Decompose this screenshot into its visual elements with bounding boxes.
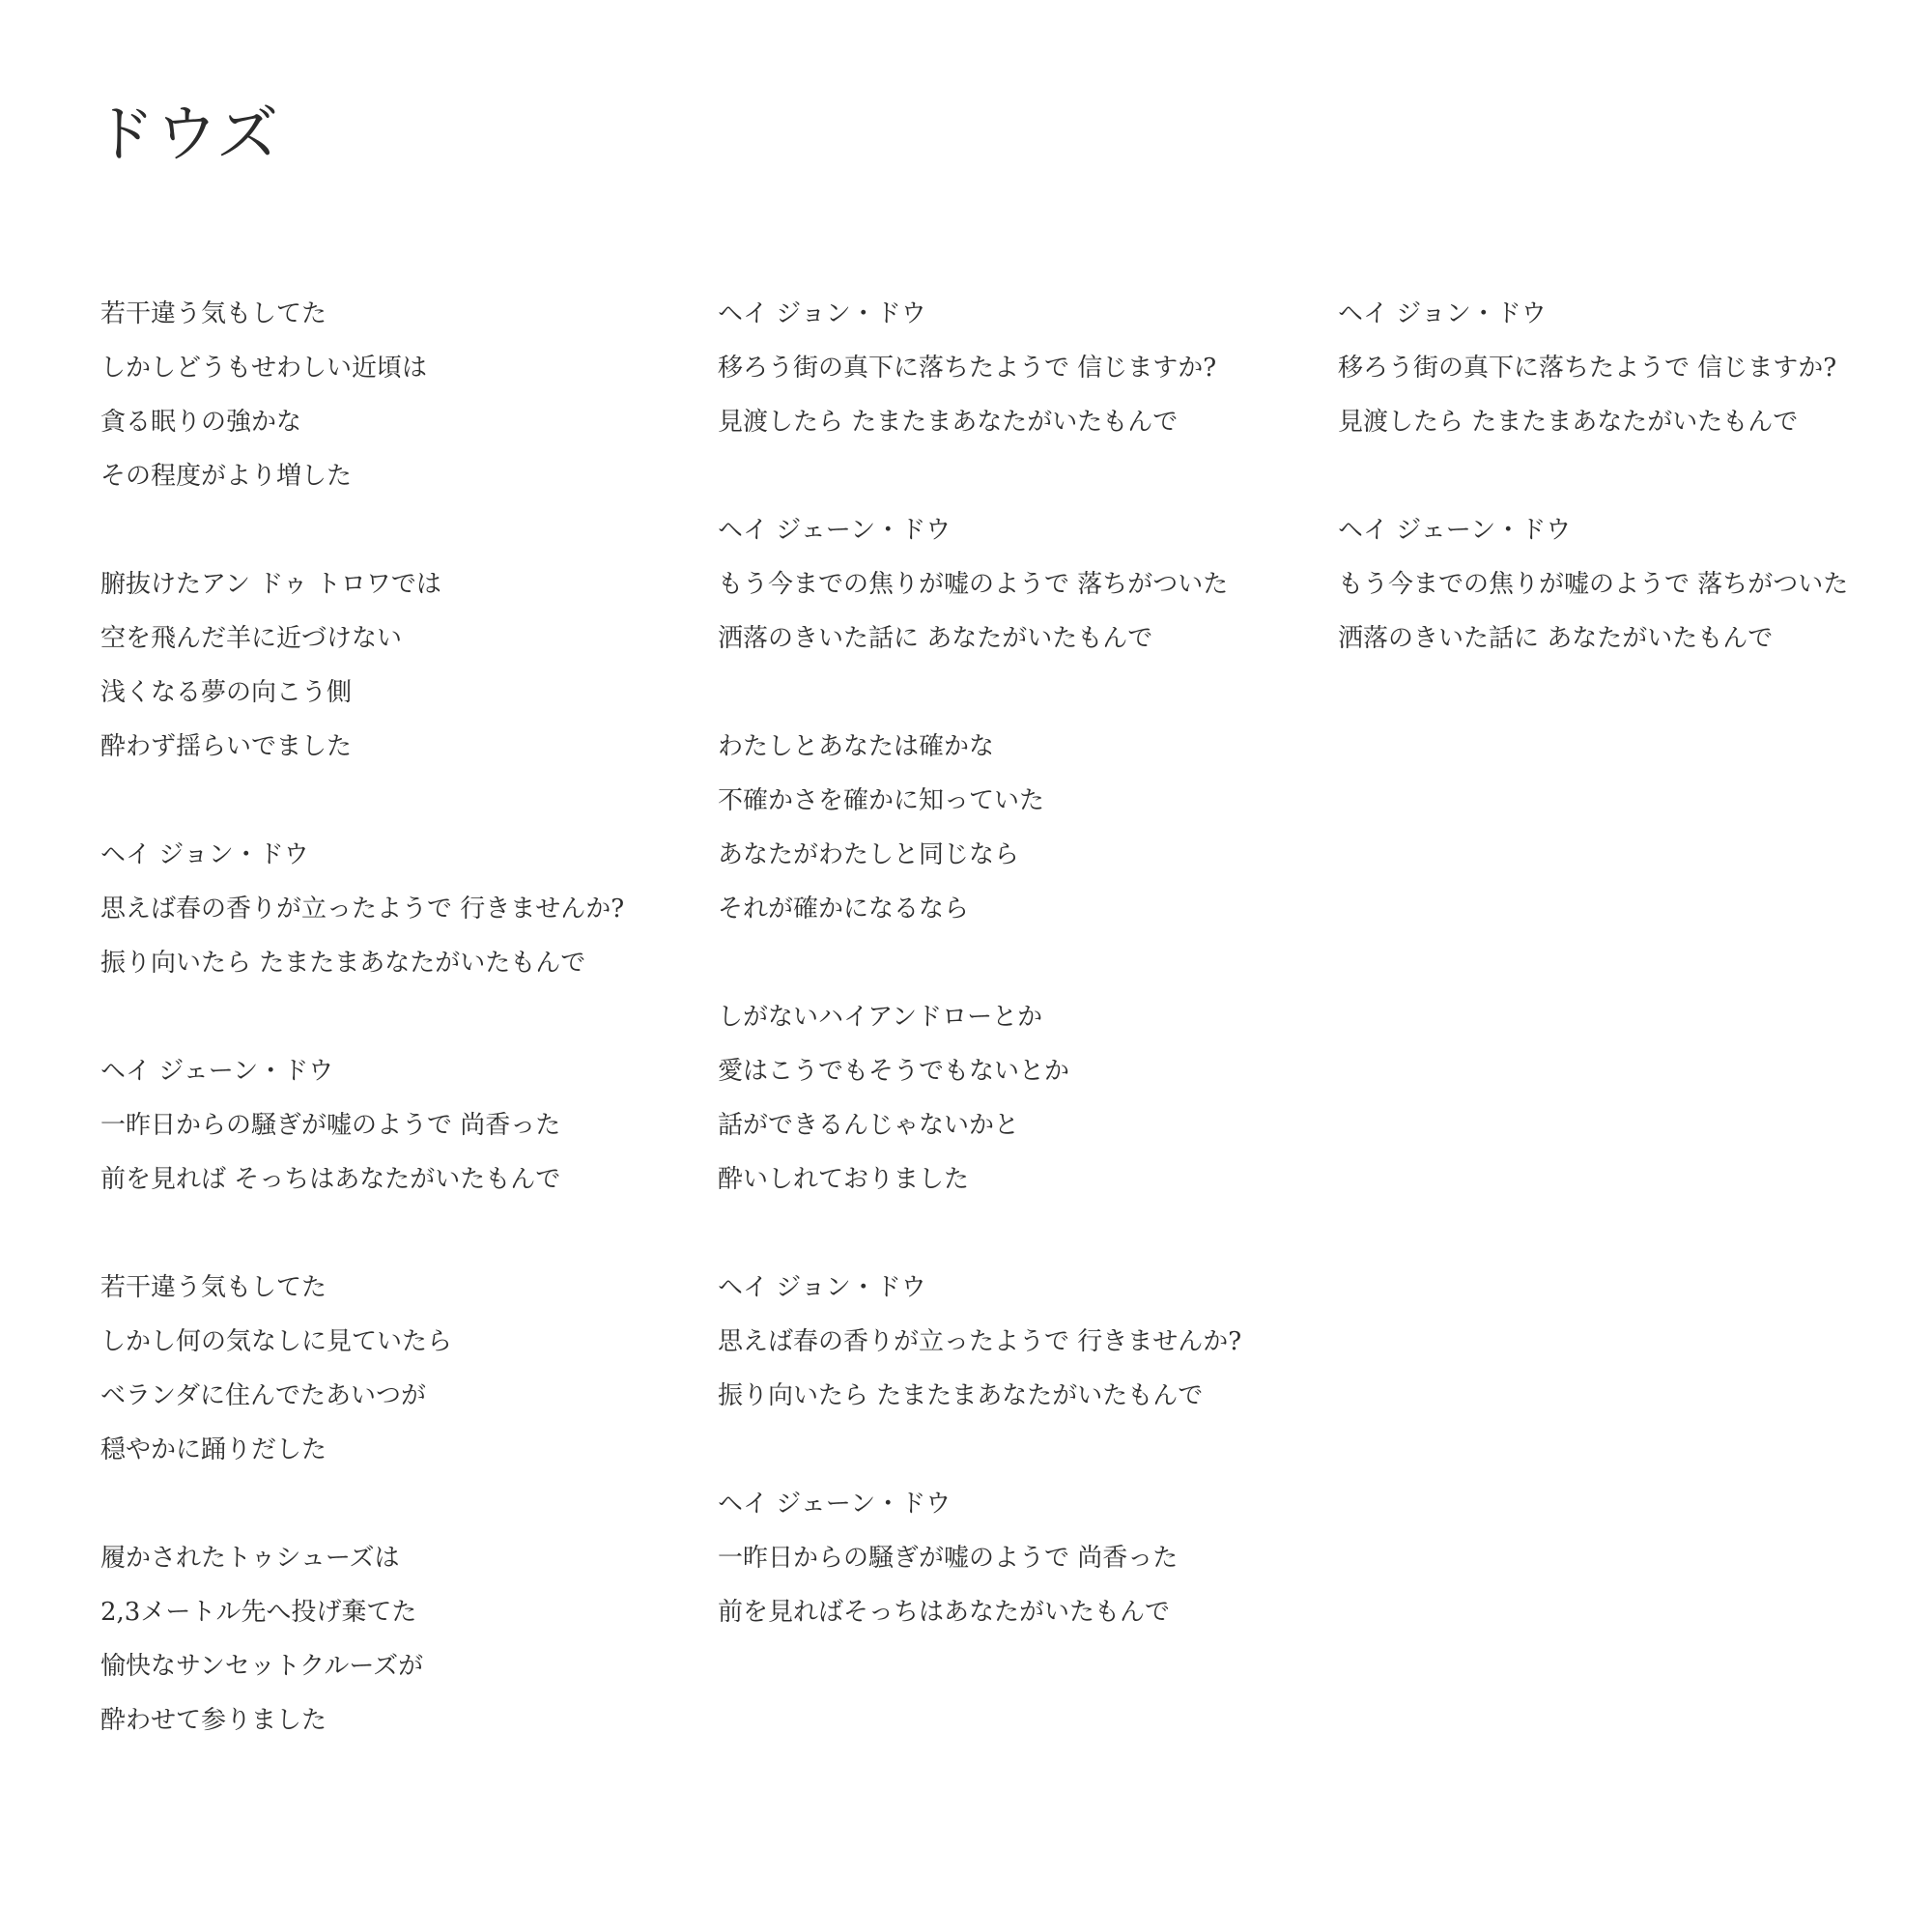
lyric-line: しかし何の気なしに見ていたら (100, 1327, 453, 1356)
lyric-line: ヘイ ジョン・ドウ (718, 1273, 926, 1302)
lyrics-column-1 (100, 296, 680, 1810)
lyric-line: 見渡したら たまたまあなたがいたもんで (718, 408, 1179, 437)
lyrics-stanza (100, 837, 680, 999)
lyrics-stanza (1338, 512, 1918, 674)
lyric-line: ヘイ ジョン・ドウ (718, 299, 926, 328)
lyrics-stanza (1338, 296, 1918, 458)
lyric-line: 空を飛んだ羊に近づけない (100, 624, 403, 653)
lyric-line: 2,3メートル先へ投げ棄てた (100, 1598, 417, 1627)
lyric-line: 浅くなる夢の向こう側 (100, 678, 353, 707)
lyric-line: 貪る眠りの強かな (100, 408, 302, 437)
lyric-line: 酔わず揺らいでました (100, 732, 353, 761)
lyrics-stanza (100, 1269, 680, 1486)
lyrics-stanza (100, 296, 680, 512)
lyrics-stanza (100, 1053, 680, 1215)
lyric-line: 酔いしれておりました (718, 1165, 970, 1194)
lyric-line: 一昨日からの騒ぎが嘘のようで 尚香った (718, 1544, 1179, 1573)
lyric-line: ヘイ ジェーン・ドウ (1338, 516, 1572, 545)
lyric-line: あなたがわたしと同じなら (718, 840, 1020, 869)
lyrics-stanza (100, 1540, 680, 1756)
lyric-line: わたしとあなたは確かな (718, 732, 995, 761)
lyric-line: 振り向いたら たまたまあなたがいたもんで (718, 1381, 1204, 1410)
lyrics-column-2 (718, 296, 1297, 1702)
lyric-line: 若干違う気もしてた (100, 299, 327, 328)
lyric-line: 移ろう街の真下に落ちたようで 信じますか? (1338, 354, 1837, 383)
lyric-line: ヘイ ジョン・ドウ (100, 840, 309, 869)
lyric-line: 穏やかに踊りだした (100, 1435, 327, 1464)
lyric-line: 見渡したら たまたまあなたがいたもんで (1338, 408, 1799, 437)
lyric-line: しかしどうもせわしい近頃は (100, 354, 428, 383)
lyric-line: 腑抜けたアン ドゥ トロワでは (100, 570, 441, 599)
lyric-line: 思えば春の香りが立ったようで 行きませんか? (100, 895, 625, 923)
lyric-line: もう今までの焦りが嘘のようで 落ちがついた (1338, 570, 1849, 599)
lyrics-stanza (718, 512, 1297, 674)
lyric-line: 前を見ればそっちはあなたがいたもんで (718, 1598, 1171, 1627)
lyric-line: 不確かさを確かに知っていた (718, 786, 1045, 815)
lyrics-stanza (718, 999, 1297, 1215)
lyrics-stanza (718, 1486, 1297, 1648)
page-title: ドウズ (93, 99, 280, 171)
lyric-line: 愉快なサンセットクルーズが (100, 1652, 424, 1681)
lyric-line: 振り向いたら たまたまあなたがいたもんで (100, 949, 586, 978)
lyric-line: その程度がより増した (100, 462, 353, 491)
lyric-line: ベランダに住んでたあいつが (100, 1381, 426, 1410)
lyric-line: 話ができるんじゃないかと (718, 1111, 1020, 1140)
lyrics-stanza (100, 566, 680, 782)
lyric-line: 前を見れば そっちはあなたがいたもんで (100, 1165, 561, 1194)
lyric-line: もう今までの焦りが嘘のようで 落ちがついた (718, 570, 1229, 599)
lyric-line: 洒落のきいた話に あなたがいたもんで (718, 624, 1153, 653)
lyric-line: 若干違う気もしてた (100, 1273, 327, 1302)
lyric-line: ヘイ ジョン・ドウ (1338, 299, 1547, 328)
lyric-line: ヘイ ジェーン・ドウ (100, 1057, 334, 1086)
lyric-line: 酔わせて参りました (100, 1706, 327, 1735)
lyric-line: それが確かになるなら (718, 895, 970, 923)
lyrics-column-3 (1338, 296, 1918, 728)
lyrics-stanza (718, 1269, 1297, 1432)
lyrics-stanza (718, 728, 1297, 945)
lyric-line: ヘイ ジェーン・ドウ (718, 516, 952, 545)
lyric-line: ヘイ ジェーン・ドウ (718, 1490, 952, 1519)
lyric-line: 一昨日からの騒ぎが嘘のようで 尚香った (100, 1111, 561, 1140)
lyric-line: 洒落のきいた話に あなたがいたもんで (1338, 624, 1774, 653)
lyric-line: 愛はこうでもそうでもないとか (718, 1057, 1070, 1086)
lyric-line: 履かされたトゥシューズは (100, 1544, 400, 1573)
lyric-line: 思えば春の香りが立ったようで 行きませんか? (718, 1327, 1242, 1356)
lyric-line: しがないハイアンドローとか (718, 1003, 1043, 1032)
lyric-line: 移ろう街の真下に落ちたようで 信じますか? (718, 354, 1217, 383)
lyrics-stanza (718, 296, 1297, 458)
